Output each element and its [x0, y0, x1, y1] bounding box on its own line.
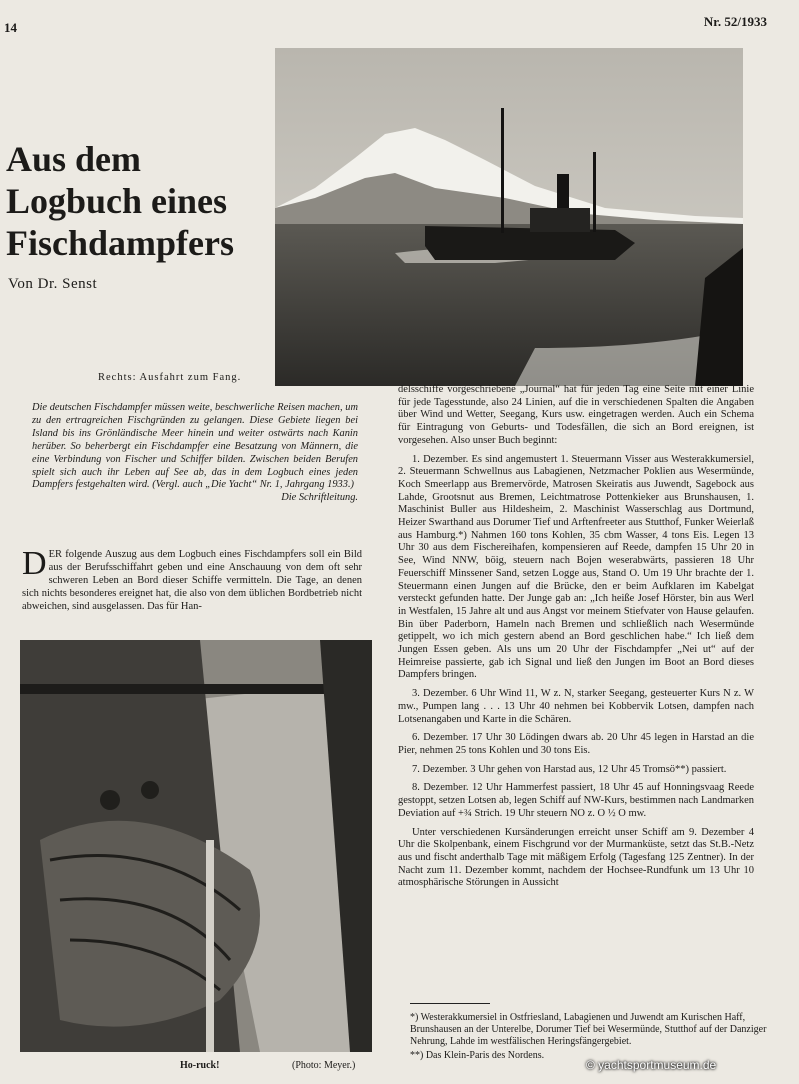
- paragraph: Unter verschiedenen Kursänderungen erreicht unser Schiff am 9. Dezember 4 Uhr die Skolpenbank, einem Fischgrund vor der Murmanküste, setzt das St.B.-Netz aus und fischt anderthalb Tage mit mäßigem Erfolg (Tagesfang 125 Zentner). In der Nacht zum 11. Dezember kommt, nachdem der Hochsee-Rundfunk um 13 Uhr 10 atmosphärische Störungen in Aussicht: [398, 826, 754, 889]
- editorial-intro: [32, 402, 358, 505]
- footnote-divider: [410, 1003, 490, 1004]
- intro-text: Die deutschen Fischdampfer müssen weite, beschwerliche Reisen machen, um zu den ertragreichen Fischgründen zu gelangen. Diese Gebiete liegen bei Island bis ins Grönländische Meer hinein und weiter ostwärts nach Kanin herüber. So beherbergt ein Fischdampfer eine Besatzung von Männern, die eine Verbindung von Fischer und Schiffer bilden. Zwischen beiden Berufen spielt sich auch ihr Leben auf See ab, das in dem Logbuch eines jeden Dampfers festgehalten wird. (Vergl. auch „Die Yacht“ Nr. 1, Jahrgang 1933.): [32, 402, 358, 491]
- column-right: [398, 384, 754, 896]
- paragraph: 8. Dezember. 12 Uhr Hammerfest passiert, 18 Uhr 45 auf Honningsvaag Reede gestoppt, setzen Lotsen ab, legen Schiff auf NW-Kurs, bestimmen nach Landmarken Deviation auf +¾ Strich. 19 Uhr steuern NO z. O ½ O mw.: [398, 782, 754, 819]
- photo-credit: (Photo: Meyer.): [292, 1060, 356, 1071]
- intro-signature: Die Schriftleitung.: [281, 492, 358, 504]
- footnote: *) Westerakkumersiel in Ostfriesland, Labagienen und Juwendt am Kurischen Haff, Brunshausen an der Unterelbe, Dorumer Tief bei Wesermünde, Stutthof auf der Danziger Nehrung, Lahde im westfälischen Heringsfängergebiet.: [410, 1012, 767, 1047]
- lead-text: ER folgende Auszug aus dem Logbuch eines Fischdampfers soll ein Bild aus der Berufsschiffahrt geben und eine Anschauung von dem oft sehr schweren Leben an Bord dieser Schiffe vermitteln. Die Tage, an denen sich nichts besonderes ereignet hat, die also von dem üblichen Bordbetrieb nicht abweichen, sind ausgelassen. Das für Han-: [22, 549, 362, 612]
- lead-paragraph: [22, 545, 362, 613]
- page-number: 14: [4, 20, 17, 35]
- issue-number: Nr. 52/1933: [703, 14, 767, 29]
- photo-hauling-net: [20, 640, 372, 1052]
- paragraph: 6. Dezember. 17 Uhr 30 Lödingen dwars ab. 20 Uhr 45 legen in Harstad an die Pier, nehmen 25 tons Kohlen und 30 tons Eis.: [398, 732, 754, 756]
- article-title: Aus dem Logbuch eines Fischdampfers: [6, 139, 234, 263]
- paragraph: 3. Dezember. 6 Uhr Wind 11, W z. N, starker Seegang, gesteuerter Kurs N z. W mw., Pumpen lang . . . 13 Uhr 40 nehmen bei Kobbervik Lotsen, dampfen nach Lotsenangaben und Karte in die Schären.: [398, 688, 754, 725]
- paragraph: 7. Dezember. 3 Uhr gehen von Harstad aus, 12 Uhr 45 Tromsö**) passiert.: [412, 763, 727, 775]
- watermark: © yachtsportmuseum.de: [586, 1058, 717, 1072]
- photo-caption-bottom: Ho-ruck!: [180, 1060, 220, 1071]
- paragraph: 1. Dezember. Es sind angemustert 1. Steuermann Visser aus Westerakkumersiel, 2. Steuermann Schwellnus aus Labagienen, Netzmacher Poklien aus Wesermünde, Koch Smeerlapp aus Bremervörde, Matrosen Skeiratis aus Juwendt, Sagebock aus Lahde, Grootsnut aus Bremen, Leichtmatrose Pottenkieker aus Brunshausen, 1. Maschinist Buller aus Hildesheim, 2. Maschinist Wasserschlag aus Dortmund, Heizer Swarthand aus Dorumer Tief und Arftenfreeter aus Stutthof, Funker Weierlaß aus Hamburg.*) Nahmen 160 tons Kohlen, 35 cbm Wasser, 4 tons Eis. Legen 13 Uhr 30 aus dem Fischereihafen, kompensieren auf Reede, dampfen 15 Uhr 20 in See, Wind NNW, böig, steuern nach Bojen weserabwärts, passieren 18 Uhr Feuerschiff Minssener Sand, setzen Logge aus, Stand O. Um 19 Uhr brachte der 1. Steuermann einen Jungen auf die Brücke, den er beim Aufklaren im Kabelgat versteckt gefunden hatte. Der Junge gab an: „Ich heiße Josef Hörster, bin aus Werl in Westfalen, 15 Jahre alt und aus Angst vor meinem Stiefvater von Hause gelaufen. Bin über Paderborn, Hameln nach Bremen und schließlich nach Wesermünde getippelt, wo ich mich gestern abend an Bord geschlichen habe.“ Ich ließ dem Jungen Essen geben. Als uns um 20 Uhr der Fischdampfer „Nei ut“ auf der Heimreise passierte, gab ich Signal und ließ den Jungen im Boot an Bord dieses Dampfers bringen.: [398, 453, 754, 681]
- photo-caption-top: Rechts: Ausfahrt zum Fang.: [98, 372, 242, 383]
- paragraph: delsschiffe vorgeschriebene „Journal“ hat für jeden Tag eine Seite mit einer Linie für jede Tagesstunde, also 24 Linien, auf die in verschiedenen Spalten die Angaben über Wind und Wetter, Seegang, Kurs usw. eingetragen werden. Auch ein Schema für Eintragung von Geburts- und Todesfällen, die sich an Bord ereignen, ist vorgesehen. Also unser Buch beginnt:: [398, 384, 754, 446]
- article-author: Von Dr. Senst: [8, 276, 98, 292]
- footnote: **) Das Klein-Paris des Nordens.: [410, 1050, 545, 1061]
- photo-trawler-departure: [275, 48, 743, 386]
- drop-cap: D: [22, 545, 47, 582]
- footnotes: [410, 1012, 786, 1064]
